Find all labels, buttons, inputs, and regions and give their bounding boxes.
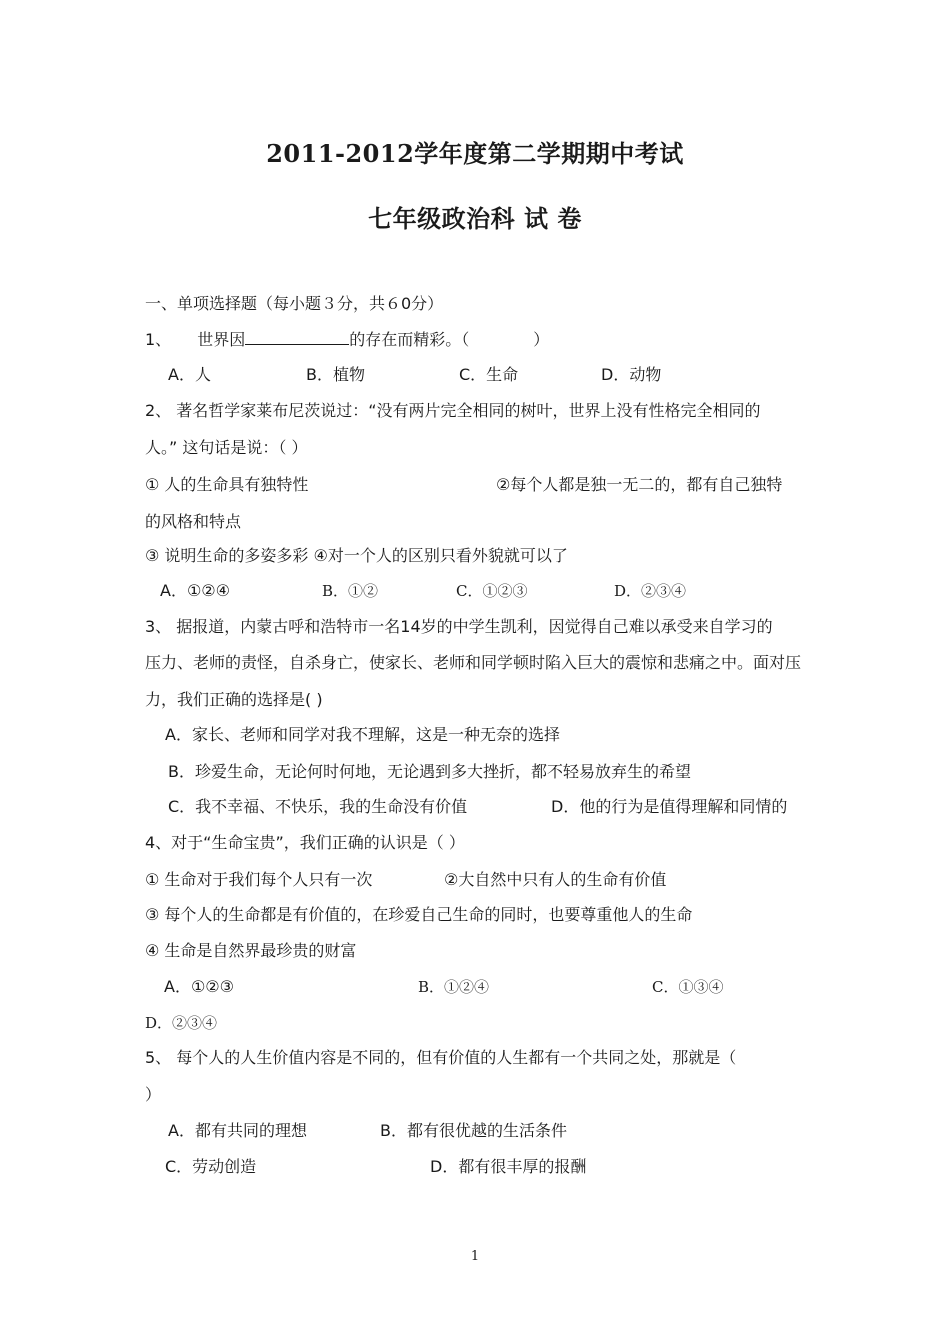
statement-3-4: ③ 说明生命的多姿多彩 ④对一个人的区别只看外貌就可以了	[145, 546, 568, 565]
statement-4: ④ 生命是自然界最珍贵的财富	[145, 941, 357, 960]
statement-1: ① 人的生命具有独特性	[145, 475, 309, 494]
option-b: B．①②	[322, 582, 379, 600]
option-d: D．②③④	[145, 1014, 218, 1032]
page-number: 1	[470, 1249, 480, 1264]
question-5-line-1: 5、 每个人的人生价值内容是不同的，但有价值的人生都有一个共同之处，那就是（	[145, 1048, 737, 1067]
option-a: A．①②④	[160, 581, 230, 600]
option-a: A．①②③	[164, 977, 234, 996]
question-3-line-2: 压力、老师的责怪，自杀身亡，使家长、老师和同学顿时陷入巨大的震惊和悲痛之中。面对压	[145, 653, 802, 672]
question-5-line-2: ）	[145, 1085, 162, 1104]
option-c: C．生命	[459, 365, 519, 384]
question-3-line-3: 力，我们正确的选择是( )	[145, 690, 323, 709]
statement-2: ②大自然中只有人的生命有价值	[444, 870, 667, 889]
exam-title: 2011-2012学年度第二学期期中考试	[266, 139, 684, 168]
fill-blank	[245, 330, 349, 345]
section-heading: 一、单项选择题（每小题３分，共６0分）	[145, 294, 444, 313]
option-d: D．②③④	[614, 582, 687, 600]
question-2-line-2: 人。” 这句话是说：（ ）	[145, 438, 308, 457]
statement-1: ① 生命对于我们每个人只有一次	[145, 870, 373, 889]
option-a: A．家长、老师和同学对我不理解，这是一种无奈的选择	[165, 725, 560, 744]
answer-paren: ）	[533, 330, 550, 349]
question-1	[145, 330, 549, 350]
option-b: B．①②④	[418, 978, 490, 996]
option-c: C．①②③	[456, 582, 528, 600]
exam-subtitle: 七年级政治科 试 卷	[368, 204, 582, 233]
option-c: C．我不幸福、不快乐，我的生命没有价值	[168, 797, 468, 816]
option-a: A．都有共同的理想	[168, 1121, 307, 1140]
question-2-line-1: 2、 著名哲学家莱布尼茨说过：“没有两片完全相同的树叶，世界上没有性格完全相同的	[145, 401, 761, 420]
question-3-line-1: 3、 据报道，内蒙古呼和浩特市一名14岁的中学生凯利，因觉得自己难以承受来自学习的	[145, 617, 773, 636]
question-stem: 世界因	[197, 330, 246, 349]
option-d: D．他的行为是值得理解和同情的	[551, 797, 788, 816]
statement-2: ②每个人都是独一无二的，都有自己独特	[496, 475, 783, 494]
question-number: 1、	[145, 330, 172, 349]
option-b: B．植物	[306, 365, 365, 384]
option-d: D．动物	[601, 365, 662, 384]
option-c: C．①③④	[652, 978, 724, 996]
statement-3: ③ 每个人的生命都是有价值的，在珍爱自己生命的同时，也要尊重他人的生命	[145, 905, 693, 924]
option-b: B．都有很优越的生活条件	[380, 1121, 567, 1140]
question-stem-end: 的存在而精彩。（	[349, 330, 470, 349]
statement-2-cont: 的风格和特点	[145, 512, 242, 531]
option-a: A．人	[168, 365, 211, 384]
option-b: B．珍爱生命，无论何时何地，无论遇到多大挫折，都不轻易放弃生的希望	[168, 762, 691, 781]
option-c: C．劳动创造	[165, 1157, 257, 1176]
question-4-line-1: 4、对于“生命宝贵”，我们正确的认识是（ ）	[145, 833, 465, 852]
option-d: D．都有很丰厚的报酬	[430, 1157, 587, 1176]
